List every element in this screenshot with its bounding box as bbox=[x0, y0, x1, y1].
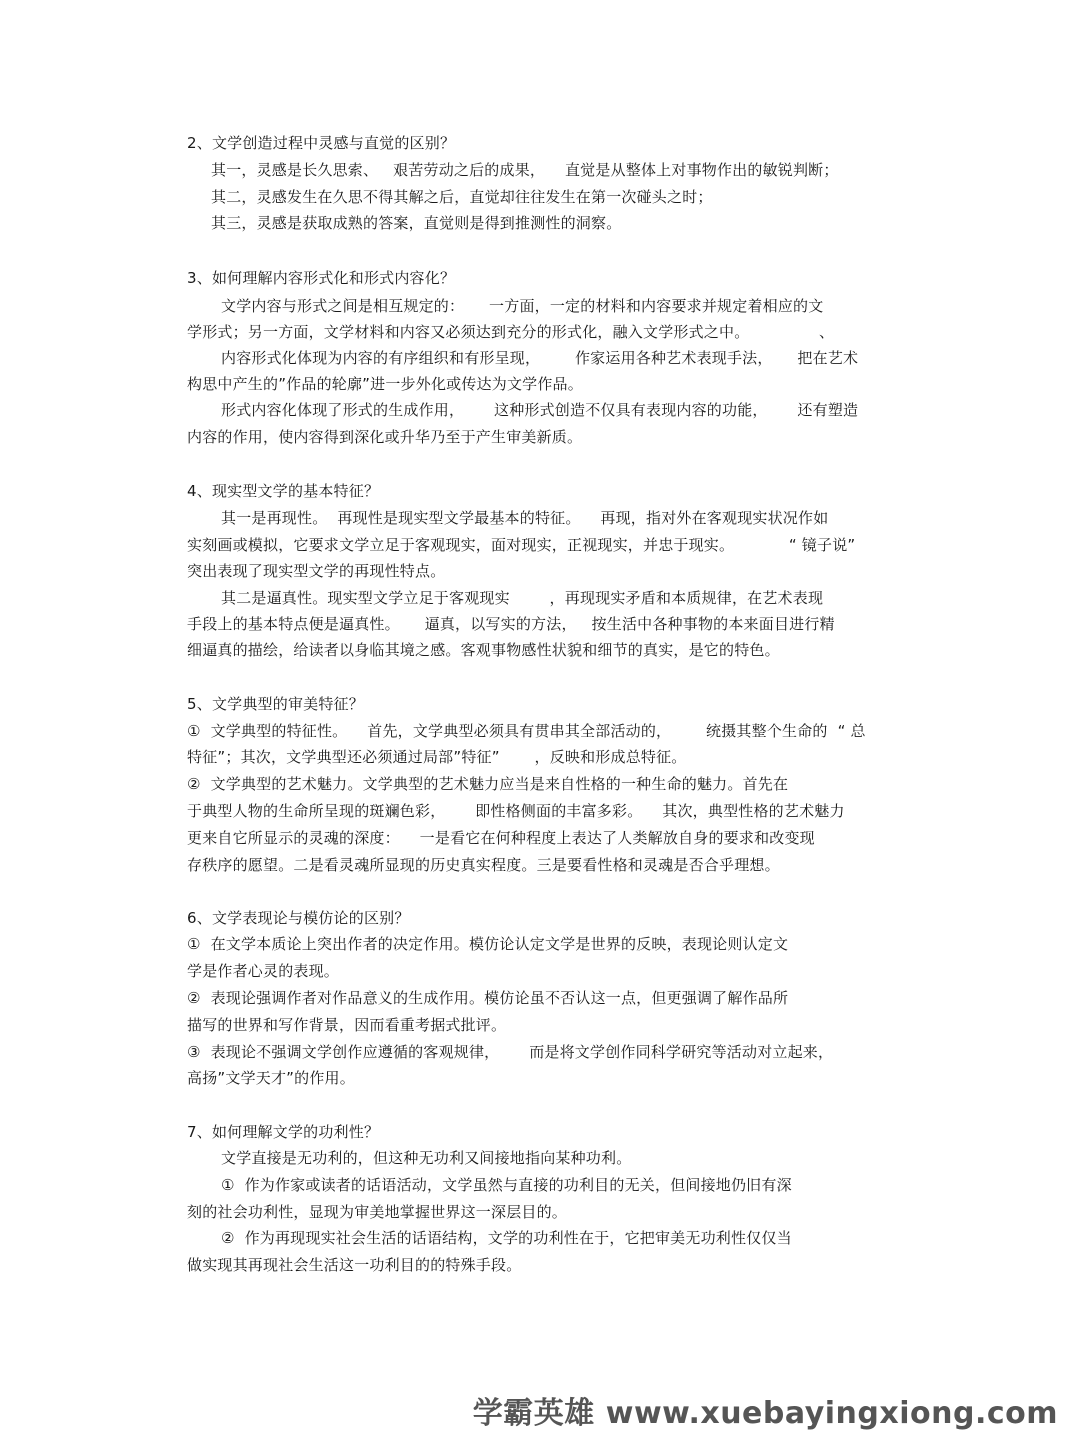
section-5-line-1: ① 文学典型的特征性。 首先，文学典型必须具有贯串其全部活动的， 统摄其整个生命的 “ 总 bbox=[187, 722, 866, 740]
section-2-title: 2、文学创造过程中灵感与直觉的区别？ bbox=[187, 134, 456, 152]
section-6-line-3: ② 表现论强调作者对作品意义的生成作用。模仿论虽不否认这一点，但更强调了解作品所 bbox=[187, 989, 789, 1007]
section-5-title: 5、文学典型的审美特征？ bbox=[187, 695, 364, 713]
section-3-line-1: 文学内容与形式之间是相互规定的： 一方面，一定的材料和内容要求并规定着相应的文 bbox=[221, 297, 824, 315]
section-2-line-3: 其三，灵感是获取成熟的答案，直觉则是得到推测性的洞察。 bbox=[211, 214, 622, 232]
section-7-line-4: ② 作为再现现实社会生活的话语结构，文学的功利性在于，它把审美无功利性仅仅当 bbox=[221, 1229, 792, 1247]
section-3-line-4: 构思中产生的”作品的轮廓”进一步外化或传达为文学作品。 bbox=[187, 375, 583, 393]
section-4-line-1: 其一是再现性。 再现性是现实型文学最基本的特征。 再现，指对外在客观现实状况作如 bbox=[221, 509, 829, 527]
section-4-line-3: 突出表现了现实型文学的再现性特点。 bbox=[187, 562, 446, 580]
section-3-line-3: 内容形式化体现为内容的有序组织和有形呈现， 作家运用各种艺术表现手法， 把在艺术 bbox=[221, 349, 859, 367]
section-6-line-4: 描写的世界和写作背景，因而看重考据式批评。 bbox=[187, 1016, 507, 1034]
section-7-line-5: 做实现其再现社会生活这一功利目的的特殊手段。 bbox=[187, 1256, 522, 1274]
section-7-line-3: 刻的社会功利性，显现为审美地掌握世界这一深层目的。 bbox=[187, 1203, 568, 1221]
section-4-line-5: 手段上的基本特点便是逼真性。 逼真，以写实的方法， 按生活中各种事物的本来面目进行精 bbox=[187, 615, 835, 633]
section-5-line-5: 更来自它所显示的灵魂的深度： 一是看它在何种程度上表达了人类解放自身的要求和改变现 bbox=[187, 829, 815, 847]
section-5-line-3: ② 文学典型的艺术魅力。文学典型的艺术魅力应当是来自性格的一种生命的魅力。首先在 bbox=[187, 775, 789, 793]
section-5-line-6: 存秩序的愿望。二是看灵魂所显现的历史真实程度。三是要看性格和灵魂是否合乎理想。 bbox=[187, 856, 780, 874]
section-5-line-2: 特征”；其次，文学典型还必须通过局部”特征” ，反映和形成总特征。 bbox=[187, 748, 687, 766]
section-7-line-2: ① 作为作家或读者的话语活动，文学虽然与直接的功利目的无关，但间接地仍旧有深 bbox=[221, 1176, 792, 1194]
section-5-line-4: 于典型人物的生命所呈现的斑斓色彩， 即性格侧面的丰富多彩。 其次，典型性格的艺术魅力 bbox=[187, 802, 845, 820]
section-6-line-1: ① 在文学本质论上突出作者的决定作用。模仿论认定文学是世界的反映，表现论则认定文 bbox=[187, 935, 789, 953]
section-4-line-2: 实刻画或模拟，它要求文学立足于客观现实，面对现实，正视现实，并忠于现实。 “ 镜子说” bbox=[187, 536, 856, 554]
section-7-line-1: 文学直接是无功利的，但这种无功利又间接地指向某种功利。 bbox=[221, 1149, 632, 1167]
section-6-line-6: 高扬”文学天才”的作用。 bbox=[187, 1069, 355, 1087]
section-6-line-5: ③ 表现论不强调文学创作应遵循的客观规律， 而是将文学创作同科学研究等活动对立起来， bbox=[187, 1043, 834, 1061]
section-3-title: 3、如何理解内容形式化和形式内容化？ bbox=[187, 269, 456, 287]
section-4-line-6: 细逼真的描绘，给读者以身临其境之感。客观事物感性状貌和细节的真实，是它的特色。 bbox=[187, 641, 780, 659]
section-6-title: 6、文学表现论与模仿论的区别？ bbox=[187, 909, 410, 927]
section-2-line-2: 其二，灵感发生在久思不得其解之后，直觉却往往发生在第一次碰头之时； bbox=[211, 188, 713, 206]
section-6-line-2: 学是作者心灵的表现。 bbox=[187, 962, 340, 980]
section-4-title: 4、现实型文学的基本特征？ bbox=[187, 482, 380, 500]
section-3-line-6: 内容的作用，使内容得到深化或升华乃至于产生审美新质。 bbox=[187, 428, 583, 446]
section-7-title: 7、如何理解文学的功利性？ bbox=[187, 1123, 380, 1141]
section-3-line-2: 学形式；另一方面，文学材料和内容又必须达到充分的形式化，融入文学形式之中。 、 bbox=[187, 323, 835, 341]
section-2-line-1: 其一，灵感是长久思索、 艰苦劳动之后的成果， 直觉是从整体上对事物作出的敏锐判断； bbox=[211, 161, 839, 179]
section-4-line-4: 其二是逼真性。现实型文学立足于客观现实 ，再现现实矛盾和本质规律，在艺术表现 bbox=[221, 589, 824, 607]
section-3-line-5: 形式内容化体现了形式的生成作用， 这种形式创造不仅具有表现内容的功能， 还有塑造 bbox=[221, 401, 859, 419]
site-watermark: 学霸英雄 www.xuebayingxiong.com bbox=[472, 1396, 1058, 1431]
